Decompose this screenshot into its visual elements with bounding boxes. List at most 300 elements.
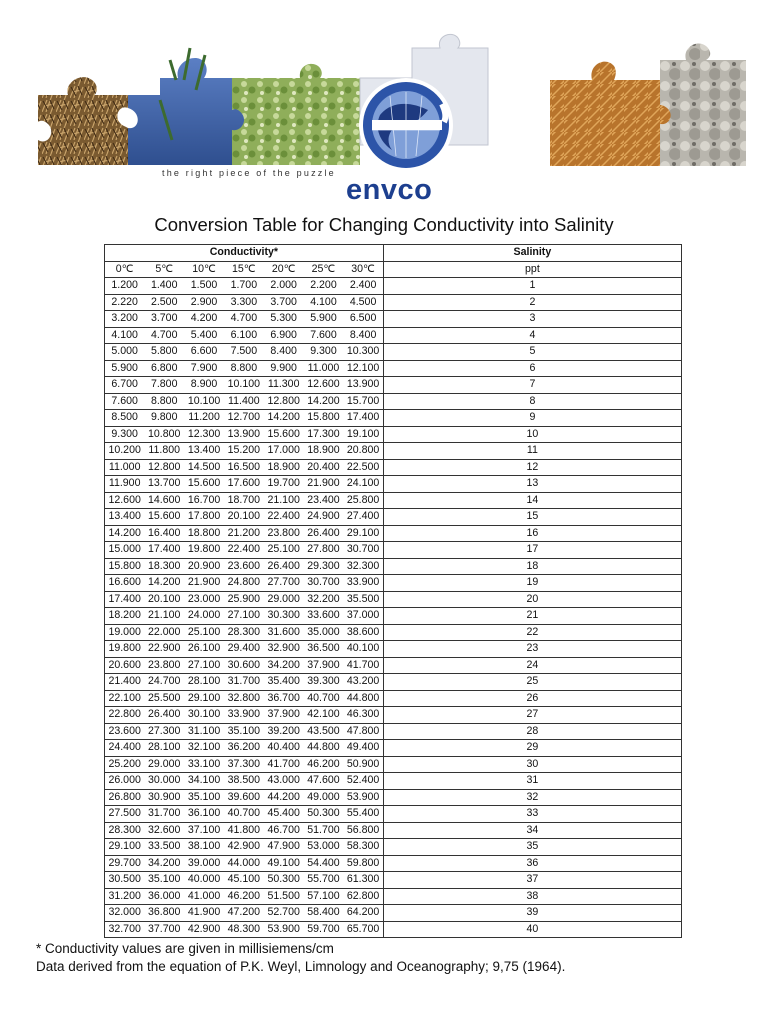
conductivity-cell: 58.300 xyxy=(343,839,383,856)
conductivity-cell: 33.500 xyxy=(144,839,184,856)
conductivity-cell: 52.400 xyxy=(343,773,383,790)
conductivity-cell: 41.000 xyxy=(184,888,224,905)
salinity-cell: 27 xyxy=(383,707,681,724)
conductivity-cell: 28.300 xyxy=(105,822,145,839)
conductivity-cell: 18.800 xyxy=(184,525,224,542)
conductivity-cell: 21.900 xyxy=(184,575,224,592)
conductivity-cell: 38.600 xyxy=(343,624,383,641)
conductivity-cell: 9.900 xyxy=(264,360,304,377)
conductivity-cell: 36.200 xyxy=(224,740,264,757)
conductivity-cell: 29.100 xyxy=(343,525,383,542)
page-title: Conversion Table for Changing Conductivity into Salinity xyxy=(154,214,614,235)
conductivity-cell: 5.800 xyxy=(144,344,184,361)
conductivity-cell: 6.600 xyxy=(184,344,224,361)
conductivity-cell: 11.900 xyxy=(105,476,145,493)
table-row xyxy=(105,905,682,922)
conductivity-cell: 41.800 xyxy=(224,822,264,839)
table-row xyxy=(105,327,682,344)
conductivity-cell: 10.800 xyxy=(144,426,184,443)
conductivity-cell: 41.700 xyxy=(264,756,304,773)
conductivity-cell: 29.000 xyxy=(264,591,304,608)
conductivity-cell: 26.000 xyxy=(105,773,145,790)
conductivity-cell: 46.200 xyxy=(304,756,344,773)
conductivity-cell: 16.400 xyxy=(144,525,184,542)
conductivity-cell: 34.200 xyxy=(264,657,304,674)
conductivity-cell: 30.300 xyxy=(264,608,304,625)
conductivity-cell: 22.400 xyxy=(264,509,304,526)
conductivity-cell: 32.300 xyxy=(343,558,383,575)
conductivity-cell: 15.000 xyxy=(105,542,145,559)
conductivity-cell: 37.300 xyxy=(224,756,264,773)
conductivity-cell: 8.900 xyxy=(184,377,224,394)
conductivity-cell: 22.400 xyxy=(224,542,264,559)
conductivity-cell: 27.500 xyxy=(105,806,145,823)
conductivity-cell: 4.700 xyxy=(224,311,264,328)
table-row xyxy=(105,509,682,526)
conductivity-cell: 21.100 xyxy=(264,492,304,509)
conductivity-cell: 41.900 xyxy=(184,905,224,922)
conversion-table xyxy=(104,244,682,938)
column-header: 15℃ xyxy=(224,261,264,278)
conductivity-cell: 47.600 xyxy=(304,773,344,790)
salinity-cell: 30 xyxy=(383,756,681,773)
conductivity-cell: 39.000 xyxy=(184,855,224,872)
conductivity-cell: 1.400 xyxy=(144,278,184,295)
conductivity-cell: 8.500 xyxy=(105,410,145,427)
conductivity-cell: 29.300 xyxy=(304,558,344,575)
table-row xyxy=(105,690,682,707)
conductivity-cell: 19.700 xyxy=(264,476,304,493)
salinity-cell: 15 xyxy=(383,509,681,526)
conductivity-cell: 24.000 xyxy=(184,608,224,625)
conductivity-cell: 13.400 xyxy=(105,509,145,526)
conductivity-cell: 10.100 xyxy=(224,377,264,394)
conductivity-cell: 41.700 xyxy=(343,657,383,674)
table-row xyxy=(105,294,682,311)
conductivity-cell: 12.800 xyxy=(144,459,184,476)
conductivity-cell: 48.300 xyxy=(224,921,264,938)
salinity-cell: 28 xyxy=(383,723,681,740)
salinity-cell: 31 xyxy=(383,773,681,790)
conductivity-cell: 51.500 xyxy=(264,888,304,905)
envco-logo-text: envco xyxy=(346,174,433,206)
conductivity-cell: 4.500 xyxy=(343,294,383,311)
conductivity-cell: 21.400 xyxy=(105,674,145,691)
conductivity-cell: 21.200 xyxy=(224,525,264,542)
salinity-cell: 19 xyxy=(383,575,681,592)
conductivity-cell: 14.200 xyxy=(264,410,304,427)
conductivity-cell: 5.900 xyxy=(304,311,344,328)
conductivity-cell: 32.100 xyxy=(184,740,224,757)
conductivity-cell: 54.400 xyxy=(304,855,344,872)
conductivity-cell: 23.800 xyxy=(264,525,304,542)
conductivity-cell: 15.800 xyxy=(304,410,344,427)
conductivity-cell: 32.800 xyxy=(224,690,264,707)
table-row xyxy=(105,360,682,377)
salinity-cell: 40 xyxy=(383,921,681,938)
table-row xyxy=(105,608,682,625)
conductivity-cell: 5.000 xyxy=(105,344,145,361)
salinity-cell: 1 xyxy=(383,278,681,295)
table-row xyxy=(105,657,682,674)
conductivity-cell: 4.100 xyxy=(304,294,344,311)
table-group-header-row xyxy=(105,245,682,262)
salinity-unit-header: ppt xyxy=(383,261,681,278)
conductivity-cell: 17.400 xyxy=(144,542,184,559)
conductivity-cell: 43.200 xyxy=(343,674,383,691)
table-row xyxy=(105,822,682,839)
conductivity-cell: 3.200 xyxy=(105,311,145,328)
conductivity-cell: 28.100 xyxy=(184,674,224,691)
column-header: 0℃ xyxy=(105,261,145,278)
conductivity-cell: 15.600 xyxy=(264,426,304,443)
conductivity-cell: 57.100 xyxy=(304,888,344,905)
conductivity-cell: 32.900 xyxy=(264,641,304,658)
salinity-cell: 17 xyxy=(383,542,681,559)
conductivity-cell: 7.800 xyxy=(144,377,184,394)
conductivity-cell: 44.800 xyxy=(343,690,383,707)
conductivity-cell: 6.500 xyxy=(343,311,383,328)
column-header: 25℃ xyxy=(304,261,344,278)
conductivity-cell: 34.100 xyxy=(184,773,224,790)
table-row xyxy=(105,591,682,608)
conductivity-cell: 50.300 xyxy=(264,872,304,889)
salinity-cell: 7 xyxy=(383,377,681,394)
source-footnote: Data derived from the equation of P.K. Weyl, Limnology and Oceanography; 9,75 (1964). xyxy=(36,959,566,974)
conductivity-header: Conductivity* xyxy=(105,245,384,262)
conductivity-cell: 3.700 xyxy=(144,311,184,328)
conductivity-cell: 26.400 xyxy=(304,525,344,542)
conductivity-cell: 46.700 xyxy=(264,822,304,839)
salinity-cell: 24 xyxy=(383,657,681,674)
conductivity-cell: 47.800 xyxy=(343,723,383,740)
conductivity-cell: 2.000 xyxy=(264,278,304,295)
conductivity-cell: 24.100 xyxy=(343,476,383,493)
conductivity-cell: 36.800 xyxy=(144,905,184,922)
conductivity-cell: 5.300 xyxy=(264,311,304,328)
conductivity-cell: 9.300 xyxy=(105,426,145,443)
conductivity-cell: 35.100 xyxy=(224,723,264,740)
conductivity-cell: 30.100 xyxy=(184,707,224,724)
conductivity-cell: 64.200 xyxy=(343,905,383,922)
conductivity-cell: 7.900 xyxy=(184,360,224,377)
conductivity-cell: 47.900 xyxy=(264,839,304,856)
conductivity-cell: 35.100 xyxy=(184,789,224,806)
conductivity-cell: 24.700 xyxy=(144,674,184,691)
conductivity-cell: 14.200 xyxy=(144,575,184,592)
conductivity-cell: 43.000 xyxy=(264,773,304,790)
conductivity-cell: 31.600 xyxy=(264,624,304,641)
conductivity-cell: 26.400 xyxy=(264,558,304,575)
table-row xyxy=(105,855,682,872)
conductivity-cell: 53.900 xyxy=(343,789,383,806)
conductivity-cell: 11.300 xyxy=(264,377,304,394)
column-header: 30℃ xyxy=(343,261,383,278)
salinity-cell: 10 xyxy=(383,426,681,443)
conductivity-cell: 35.500 xyxy=(343,591,383,608)
salinity-cell: 6 xyxy=(383,360,681,377)
conductivity-cell: 5.900 xyxy=(105,360,145,377)
conductivity-cell: 2.400 xyxy=(343,278,383,295)
conductivity-cell: 4.700 xyxy=(144,327,184,344)
column-header: 5℃ xyxy=(144,261,184,278)
table-row xyxy=(105,492,682,509)
table-row xyxy=(105,806,682,823)
conductivity-cell: 16.700 xyxy=(184,492,224,509)
salinity-cell: 13 xyxy=(383,476,681,493)
conductivity-cell: 25.800 xyxy=(343,492,383,509)
conductivity-cell: 22.500 xyxy=(343,459,383,476)
conductivity-cell: 19.800 xyxy=(184,542,224,559)
conductivity-cell: 22.100 xyxy=(105,690,145,707)
conductivity-cell: 50.300 xyxy=(304,806,344,823)
table-row xyxy=(105,426,682,443)
conductivity-cell: 3.700 xyxy=(264,294,304,311)
salinity-cell: 20 xyxy=(383,591,681,608)
conductivity-cell: 15.600 xyxy=(184,476,224,493)
conductivity-cell: 1.200 xyxy=(105,278,145,295)
conductivity-cell: 40.000 xyxy=(184,872,224,889)
salinity-cell: 38 xyxy=(383,888,681,905)
conductivity-cell: 12.300 xyxy=(184,426,224,443)
conductivity-cell: 42.100 xyxy=(304,707,344,724)
conductivity-cell: 17.400 xyxy=(105,591,145,608)
conductivity-cell: 12.600 xyxy=(105,492,145,509)
conductivity-cell: 17.300 xyxy=(304,426,344,443)
conductivity-cell: 43.500 xyxy=(304,723,344,740)
conductivity-cell: 59.700 xyxy=(304,921,344,938)
conductivity-cell: 49.400 xyxy=(343,740,383,757)
conductivity-cell: 14.600 xyxy=(144,492,184,509)
table-row xyxy=(105,888,682,905)
conductivity-cell: 24.400 xyxy=(105,740,145,757)
conductivity-cell: 24.800 xyxy=(224,575,264,592)
conductivity-cell: 40.700 xyxy=(304,690,344,707)
conductivity-cell: 32.200 xyxy=(304,591,344,608)
conductivity-cell: 26.100 xyxy=(184,641,224,658)
conductivity-cell: 6.900 xyxy=(264,327,304,344)
table-row xyxy=(105,443,682,460)
conductivity-cell: 39.200 xyxy=(264,723,304,740)
table-row xyxy=(105,344,682,361)
conductivity-cell: 12.100 xyxy=(343,360,383,377)
conductivity-cell: 8.400 xyxy=(264,344,304,361)
conductivity-cell: 38.100 xyxy=(184,839,224,856)
conductivity-cell: 30.600 xyxy=(224,657,264,674)
conductivity-cell: 29.400 xyxy=(224,641,264,658)
conductivity-cell: 23.800 xyxy=(144,657,184,674)
salinity-cell: 25 xyxy=(383,674,681,691)
conductivity-cell: 20.800 xyxy=(343,443,383,460)
conductivity-cell: 45.100 xyxy=(224,872,264,889)
salinity-cell: 33 xyxy=(383,806,681,823)
conductivity-cell: 6.700 xyxy=(105,377,145,394)
conductivity-cell: 15.600 xyxy=(144,509,184,526)
conductivity-cell: 18.200 xyxy=(105,608,145,625)
salinity-cell: 23 xyxy=(383,641,681,658)
conductivity-cell: 59.800 xyxy=(343,855,383,872)
conductivity-cell: 20.100 xyxy=(144,591,184,608)
conductivity-cell: 30.000 xyxy=(144,773,184,790)
conductivity-cell: 62.800 xyxy=(343,888,383,905)
conductivity-cell: 25.100 xyxy=(184,624,224,641)
conductivity-cell: 36.000 xyxy=(144,888,184,905)
conductivity-cell: 11.000 xyxy=(105,459,145,476)
table-row xyxy=(105,839,682,856)
conductivity-cell: 32.700 xyxy=(105,921,145,938)
conductivity-cell: 9.800 xyxy=(144,410,184,427)
conductivity-cell: 20.600 xyxy=(105,657,145,674)
conductivity-cell: 28.100 xyxy=(144,740,184,757)
conductivity-cell: 13.900 xyxy=(343,377,383,394)
conductivity-cell: 2.220 xyxy=(105,294,145,311)
conductivity-cell: 19.100 xyxy=(343,426,383,443)
table-row xyxy=(105,789,682,806)
column-header: 20℃ xyxy=(264,261,304,278)
conductivity-cell: 30.900 xyxy=(144,789,184,806)
conductivity-cell: 15.800 xyxy=(105,558,145,575)
salinity-cell: 12 xyxy=(383,459,681,476)
conductivity-cell: 25.500 xyxy=(144,690,184,707)
salinity-header: Salinity xyxy=(383,245,681,262)
conductivity-cell: 7.600 xyxy=(304,327,344,344)
table-row xyxy=(105,410,682,427)
conductivity-cell: 30.500 xyxy=(105,872,145,889)
conductivity-cell: 47.200 xyxy=(224,905,264,922)
conductivity-cell: 46.200 xyxy=(224,888,264,905)
table-row xyxy=(105,773,682,790)
table-row xyxy=(105,575,682,592)
conductivity-cell: 27.400 xyxy=(343,509,383,526)
conductivity-cell: 7.500 xyxy=(224,344,264,361)
conductivity-cell: 14.500 xyxy=(184,459,224,476)
table-row xyxy=(105,311,682,328)
conductivity-cell: 5.400 xyxy=(184,327,224,344)
conductivity-cell: 22.900 xyxy=(144,641,184,658)
conductivity-cell: 23.600 xyxy=(105,723,145,740)
conductivity-cell: 27.100 xyxy=(224,608,264,625)
conductivity-cell: 52.700 xyxy=(264,905,304,922)
salinity-cell: 34 xyxy=(383,822,681,839)
conductivity-cell: 35.100 xyxy=(144,872,184,889)
footnotes xyxy=(36,940,565,976)
conductivity-cell: 27.100 xyxy=(184,657,224,674)
conductivity-cell: 1.700 xyxy=(224,278,264,295)
conductivity-cell: 55.400 xyxy=(343,806,383,823)
conductivity-cell: 32.600 xyxy=(144,822,184,839)
salinity-cell: 22 xyxy=(383,624,681,641)
conductivity-cell: 4.100 xyxy=(105,327,145,344)
table-column-header-row xyxy=(105,261,682,278)
conductivity-cell: 20.400 xyxy=(304,459,344,476)
conductivity-cell: 31.700 xyxy=(224,674,264,691)
table-row xyxy=(105,624,682,641)
conductivity-cell: 10.200 xyxy=(105,443,145,460)
column-header: 10℃ xyxy=(184,261,224,278)
salinity-cell: 8 xyxy=(383,393,681,410)
salinity-cell: 11 xyxy=(383,443,681,460)
table-row xyxy=(105,459,682,476)
conductivity-cell: 24.900 xyxy=(304,509,344,526)
conductivity-cell: 49.000 xyxy=(304,789,344,806)
conductivity-cell: 16.600 xyxy=(105,575,145,592)
conductivity-cell: 49.100 xyxy=(264,855,304,872)
conductivity-cell: 15.200 xyxy=(224,443,264,460)
conductivity-cell: 22.000 xyxy=(144,624,184,641)
conductivity-cell: 14.200 xyxy=(304,393,344,410)
conductivity-cell: 51.700 xyxy=(304,822,344,839)
conductivity-cell: 50.900 xyxy=(343,756,383,773)
conductivity-cell: 8.400 xyxy=(343,327,383,344)
table-row xyxy=(105,674,682,691)
table-row xyxy=(105,921,682,938)
conductivity-cell: 9.300 xyxy=(304,344,344,361)
conductivity-cell: 56.800 xyxy=(343,822,383,839)
conductivity-cell: 8.800 xyxy=(144,393,184,410)
banner xyxy=(0,0,768,212)
salinity-cell: 5 xyxy=(383,344,681,361)
conductivity-cell: 13.400 xyxy=(184,443,224,460)
conductivity-cell: 17.000 xyxy=(264,443,304,460)
conductivity-cell: 31.100 xyxy=(184,723,224,740)
conductivity-cell: 19.800 xyxy=(105,641,145,658)
table-row xyxy=(105,723,682,740)
conductivity-cell: 29.000 xyxy=(144,756,184,773)
table-row xyxy=(105,558,682,575)
conductivity-cell: 44.000 xyxy=(224,855,264,872)
conductivity-cell: 27.800 xyxy=(304,542,344,559)
conductivity-cell: 33.900 xyxy=(343,575,383,592)
conductivity-cell: 37.700 xyxy=(144,921,184,938)
conductivity-cell: 12.600 xyxy=(304,377,344,394)
salinity-cell: 16 xyxy=(383,525,681,542)
conductivity-cell: 26.400 xyxy=(144,707,184,724)
conductivity-cell: 17.600 xyxy=(224,476,264,493)
conductivity-cell: 17.800 xyxy=(184,509,224,526)
conductivity-cell: 10.100 xyxy=(184,393,224,410)
conductivity-cell: 19.000 xyxy=(105,624,145,641)
conductivity-cell: 46.300 xyxy=(343,707,383,724)
salinity-cell: 9 xyxy=(383,410,681,427)
conductivity-cell: 16.500 xyxy=(224,459,264,476)
conductivity-cell: 65.700 xyxy=(343,921,383,938)
conductivity-cell: 37.900 xyxy=(264,707,304,724)
conductivity-cell: 20.900 xyxy=(184,558,224,575)
conductivity-cell: 35.000 xyxy=(304,624,344,641)
conductivity-cell: 7.600 xyxy=(105,393,145,410)
table-row xyxy=(105,525,682,542)
conductivity-cell: 33.600 xyxy=(304,608,344,625)
conductivity-cell: 32.000 xyxy=(105,905,145,922)
salinity-cell: 37 xyxy=(383,872,681,889)
conductivity-cell: 21.100 xyxy=(144,608,184,625)
table-row xyxy=(105,740,682,757)
conductivity-cell: 11.800 xyxy=(144,443,184,460)
conductivity-cell: 31.700 xyxy=(144,806,184,823)
conductivity-cell: 18.700 xyxy=(224,492,264,509)
conductivity-cell: 8.800 xyxy=(224,360,264,377)
table-row xyxy=(105,377,682,394)
salinity-cell: 29 xyxy=(383,740,681,757)
conductivity-cell: 44.800 xyxy=(304,740,344,757)
conductivity-cell: 53.000 xyxy=(304,839,344,856)
conductivity-cell: 29.700 xyxy=(105,855,145,872)
conductivity-cell: 2.200 xyxy=(304,278,344,295)
conductivity-cell: 42.900 xyxy=(184,921,224,938)
salinity-cell: 36 xyxy=(383,855,681,872)
conductivity-cell: 23.000 xyxy=(184,591,224,608)
conductivity-cell: 30.700 xyxy=(343,542,383,559)
